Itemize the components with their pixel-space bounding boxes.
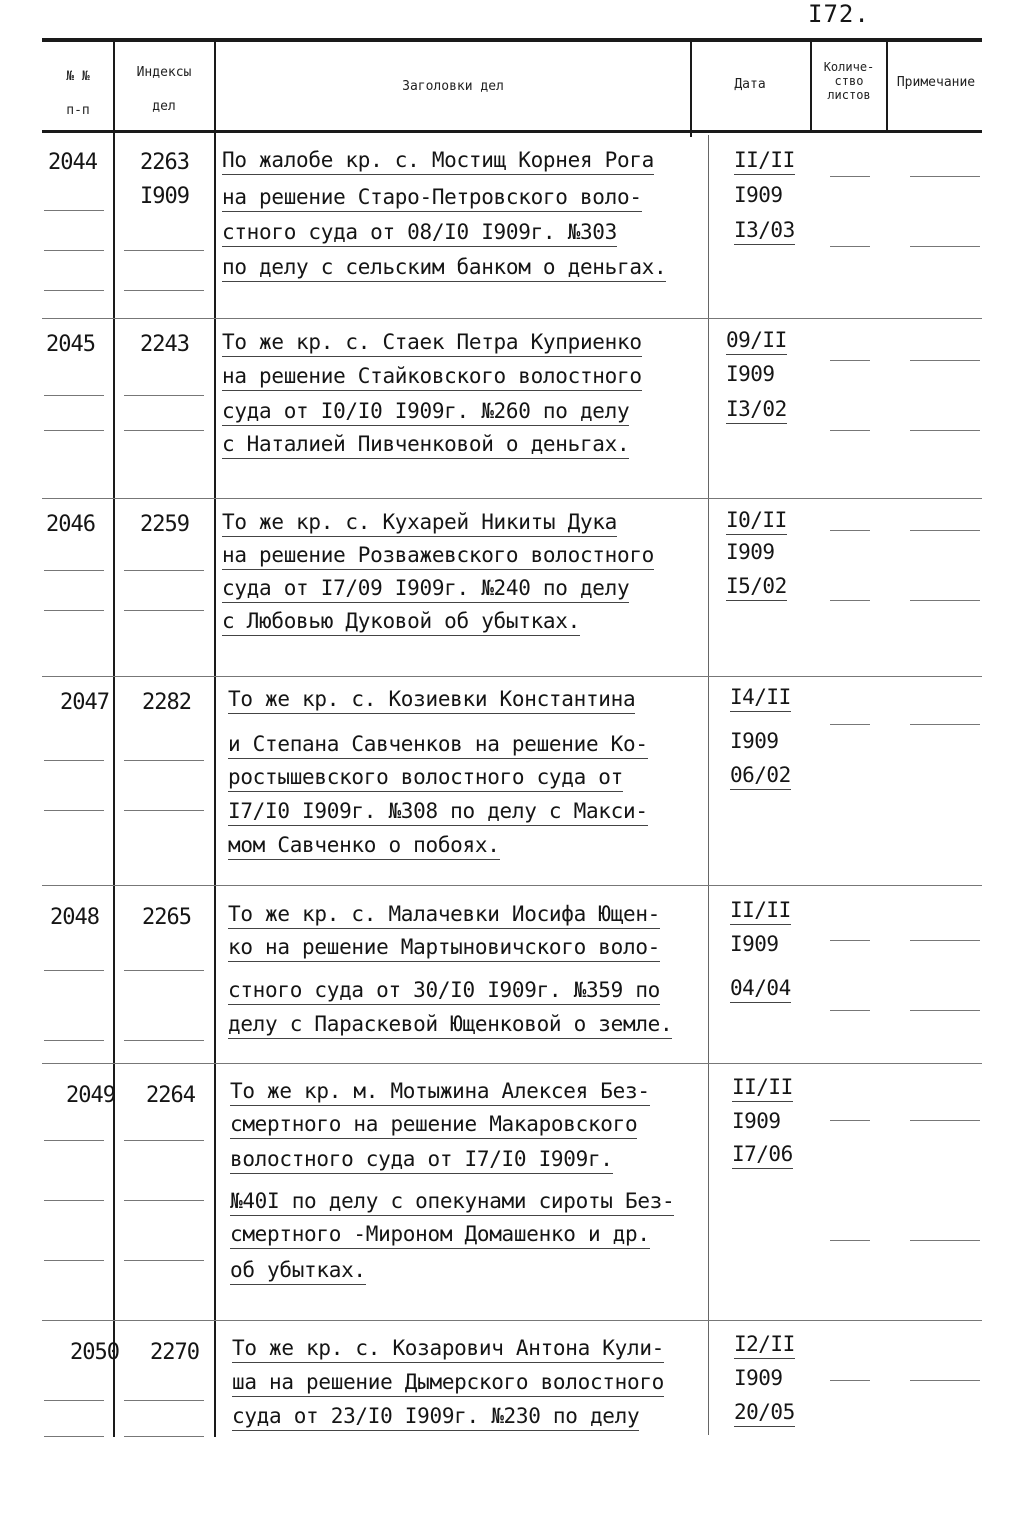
guide-line <box>124 1200 204 1201</box>
guide-line <box>910 1240 980 1241</box>
guide-line <box>124 1040 204 1041</box>
entry-date: I0/II <box>726 506 787 535</box>
entry-title-line: То же кр. с. Козиевки Константина <box>228 685 635 714</box>
entry-title-line: на решение Розважевского волостного <box>222 541 654 570</box>
entry-title-line: ко на решение Мартыновичского воло- <box>228 933 660 962</box>
entry-index: 2243 <box>140 332 189 357</box>
guide-line <box>124 250 204 251</box>
entry-num: 2048 <box>50 905 99 930</box>
entry-date: I909 <box>730 729 779 753</box>
guide-line <box>124 570 204 571</box>
header-index-line2: дел <box>152 99 176 114</box>
header-num <box>44 68 112 120</box>
guide-line <box>44 1400 104 1401</box>
entry-date: I5/02 <box>726 572 787 601</box>
guide-line <box>830 724 870 725</box>
col-rule-text-right <box>708 135 709 1435</box>
header-date: Дата <box>734 77 766 92</box>
page-number: I72. <box>808 0 870 28</box>
entry-num: 2047 <box>60 690 109 715</box>
entry-separator <box>42 885 982 886</box>
entry-num: 2045 <box>46 332 95 357</box>
header-sheets-line2: ство <box>834 74 864 88</box>
guide-line <box>910 176 980 177</box>
entry-title-line: стного суда от 08/I0 I909г. №303 <box>222 218 617 247</box>
guide-line <box>124 290 204 291</box>
guide-line <box>910 360 980 361</box>
col-rule-1 <box>113 42 115 1437</box>
entry-separator <box>42 1063 982 1064</box>
entry-index: 2270 <box>150 1340 199 1365</box>
guide-line <box>830 1010 870 1011</box>
entry-title-line: №40I по делу с опекунами сироты Без- <box>230 1187 674 1216</box>
entry-title-line: смертного -Мироном Домашенко и др. <box>230 1220 650 1249</box>
entry-separator <box>42 1320 982 1321</box>
entry-separator <box>42 318 982 319</box>
guide-line <box>44 1200 104 1201</box>
entry-date: 20/05 <box>734 1398 795 1427</box>
header-bottom-rule <box>42 130 982 133</box>
entry-title-line: То же кр. м. Мотыжина Алексея Без- <box>230 1077 650 1106</box>
guide-line <box>44 250 104 251</box>
guide-line <box>44 1436 104 1437</box>
entry-title-line: суда от I0/I0 I909г. №260 по делу <box>222 397 629 426</box>
guide-line <box>44 1140 104 1141</box>
guide-line <box>44 970 104 971</box>
entry-title-line: То же кр. с. Козарович Антона Кули- <box>232 1334 664 1363</box>
guide-line <box>44 1040 104 1041</box>
guide-line <box>830 940 870 941</box>
entry-title-line: То же кр. с. Кухарей Никиты Дука <box>222 508 617 537</box>
entry-separator <box>42 498 982 499</box>
guide-line <box>44 210 104 211</box>
guide-line <box>910 600 980 601</box>
entry-title-line: с Наталией Пивченковой о деньгах. <box>222 430 629 459</box>
entry-index: 2264 <box>146 1083 195 1108</box>
entry-index: 2259 <box>140 512 189 537</box>
entry-title-line: на решение Старо-Петровского воло- <box>222 183 642 212</box>
guide-line <box>910 246 980 247</box>
entry-date: 04/04 <box>730 974 791 1003</box>
entry-title-line: по делу с сельским банком о деньгах. <box>222 253 666 282</box>
header-sheets <box>812 60 886 102</box>
entry-title-line: ша на решение Дымерского волостного <box>232 1368 664 1397</box>
entry-date: II/II <box>732 1073 793 1102</box>
entry-title-line: I7/I0 I909г. №308 по делу с Макси- <box>228 797 648 826</box>
header-sheets-line1: Количе- <box>823 60 875 74</box>
entry-title-line: По жалобе кр. с. Мостищ Корнея Рога <box>222 146 654 175</box>
guide-line <box>910 724 980 725</box>
entry-date: I4/II <box>730 683 791 712</box>
guide-line <box>830 1380 870 1381</box>
entry-date: 06/02 <box>730 761 791 790</box>
entry-date: I2/II <box>734 1330 795 1359</box>
guide-line <box>124 970 204 971</box>
entry-date: I3/03 <box>734 216 795 245</box>
guide-line <box>44 570 104 571</box>
entry-title-line: смертного на решение Макаровского <box>230 1110 637 1139</box>
header-index-line1: Индексы <box>136 65 192 80</box>
entry-index: 2282 <box>142 690 191 715</box>
entry-date: I909 <box>734 1366 783 1390</box>
guide-line <box>124 1400 204 1401</box>
entry-date: 09/II <box>726 326 787 355</box>
entry-num: 2044 <box>48 150 97 175</box>
entry-title-line: суда от I7/09 I909г. №240 по делу <box>222 574 629 603</box>
guide-line <box>44 1260 104 1261</box>
header-num-line1: № № <box>66 69 90 84</box>
guide-line <box>124 610 204 611</box>
guide-line <box>910 1120 980 1121</box>
header-index <box>116 64 212 116</box>
entry-title-line: мом Савченко о побоях. <box>228 831 500 860</box>
entry-date: I909 <box>726 540 775 564</box>
guide-line <box>830 600 870 601</box>
entry-num: 2046 <box>46 512 95 537</box>
guide-line <box>830 430 870 431</box>
entry-title-line: ростышевского волостного суда от <box>228 763 623 792</box>
entry-title-line: То же кр. с. Стаек Петра Куприенко <box>222 328 642 357</box>
header-sheets-line3: листов <box>827 88 871 102</box>
guide-line <box>44 430 104 431</box>
guide-line <box>830 246 870 247</box>
entry-index: 2263 <box>140 150 189 175</box>
guide-line <box>44 395 104 396</box>
entry-date: II/II <box>734 146 795 175</box>
guide-line <box>830 530 870 531</box>
guide-line <box>44 610 104 611</box>
guide-line <box>124 1260 204 1261</box>
entry-title-line: То же кр. с. Малачевки Иосифа Ющен- <box>228 900 660 929</box>
entry-date: I909 <box>732 1109 781 1133</box>
entry-date: II/II <box>730 896 791 925</box>
header-num-line2: п-п <box>66 103 90 118</box>
guide-line <box>44 760 104 761</box>
guide-line <box>910 940 980 941</box>
entry-num: 2049 <box>66 1083 115 1108</box>
entry-title-line: на решение Стайковского волостного <box>222 362 642 391</box>
entry-date: I909 <box>730 932 779 956</box>
guide-line <box>124 1140 204 1141</box>
top-rule <box>42 38 982 42</box>
entry-date: I7/06 <box>732 1140 793 1169</box>
guide-line <box>830 176 870 177</box>
entry-title-line: делу с Параскевой Ющенковой о земле. <box>228 1010 672 1039</box>
entry-separator <box>42 676 982 677</box>
guide-line <box>124 395 204 396</box>
entry-index: 2265 <box>142 905 191 930</box>
entry-index-year: I909 <box>140 184 189 209</box>
entry-num: 2050 <box>70 1340 119 1365</box>
entry-title-line: суда от 23/I0 I909г. №230 по делу <box>232 1402 639 1431</box>
col-rule-2 <box>214 42 216 1437</box>
header-note: Примечание <box>896 75 976 90</box>
header-titles: Заголовки дел <box>402 79 504 94</box>
entry-title-line: об убытках. <box>230 1256 366 1285</box>
guide-line <box>124 430 204 431</box>
entry-title-line: волостного суда от I7/I0 I909г. <box>230 1145 613 1174</box>
guide-line <box>124 760 204 761</box>
guide-line <box>44 290 104 291</box>
guide-line <box>910 530 980 531</box>
entry-date: I909 <box>734 183 783 207</box>
entry-date: I3/02 <box>726 395 787 424</box>
guide-line <box>124 810 204 811</box>
entry-date: I909 <box>726 362 775 386</box>
entry-title-line: с Любовью Дуковой об убытках. <box>222 607 580 636</box>
guide-line <box>44 810 104 811</box>
guide-line <box>830 1120 870 1121</box>
entry-title-line: стного суда от 30/I0 I909г. №359 по <box>228 976 660 1005</box>
guide-line <box>910 1380 980 1381</box>
guide-line <box>830 1240 870 1241</box>
guide-line <box>830 360 870 361</box>
guide-line <box>910 1010 980 1011</box>
entry-title-line: и Степана Савченков на решение Ко- <box>228 730 648 759</box>
guide-line <box>910 430 980 431</box>
guide-line <box>124 1436 204 1437</box>
